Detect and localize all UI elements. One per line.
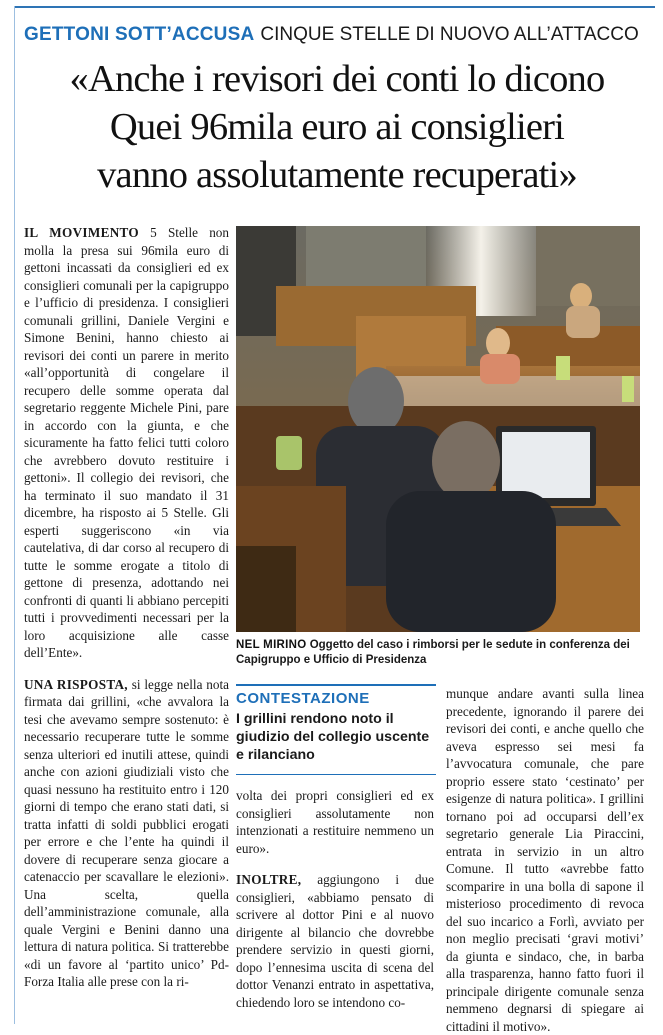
- paragraph-3: [236, 787, 434, 857]
- paragraph-2-text: si legge nella nota firmata dai grillini, «che avvalora la tesi che avevamo sempre sostenuto: è necessario recuperare tutte le somme senza ulteriori ed inutili attese, quindi anche con azioni giudiziali visto che quasi nessuno ha restituito entro i 120 giorni di tempo che erano stati dati, si tratta infatti di soldi pubblici erogati per errore e che l’ente ha quindi il dovere di recuperare senza giocare a catenaccio per scavallare le elezioni». Una scelta, quella dell’amministrazione comunale, alla quale Vergini e Benini danno una lettura di natura politica. Si tratterebbe «di un favore al ‘partito unico’ Pd-Forza Italia alle prese con la ri-: [24, 676, 229, 989]
- kicker-rest: CINQUE STELLE DI NUOVO ALL’ATTACCO: [260, 24, 639, 45]
- paragraph-5: [446, 685, 644, 1035]
- paragraph-4-text: aggiungono i due consiglieri, «abbiamo pensato di scrivere al dottor Pini e al nuovo dirigente al bilancio che dovrebbe prendere servizio in questi giorni, dopo l’ennesima uscita di scena del dottor Venanzi entrato in aspettativa, chiedendo loro se intendono co-: [236, 872, 434, 1010]
- article-column-2: [236, 787, 434, 1011]
- headline: [22, 55, 652, 199]
- headline-line-3: vanno assolutamente recuperati»: [97, 154, 577, 196]
- paragraph-5-text: munque andare avanti sulla linea precedente, ignorando il parere dei revisori dei conti, e anche quello che aveva espresso sei mesi fa l’avvocatura comunale, che pare proprio essere stato ‘cestinato’ per esigenze di natura politica». I grillini tornano poi ad occuparsi dell’ex segretario generale Lia Piraccini, entrata in servizio in un altro Comune. Il tutto «avrebbe fatto scomparire in una bolla di sapone il misterioso procedimento di revoca del suo incarico a Forlì, avviato per non meglio precisati ‘gravi motivi’ da giunta e sindaco, che, in barba alla trasparenza, hanno fatto fuori il principale dirigente comunale senza nemmeno degnarsi di spiegare ai cittadini il motivo».: [446, 686, 644, 1034]
- article-column-3: [446, 685, 644, 1035]
- paragraph-1-text: 5 Stelle non molla la presa sui 96mila euro di gettoni incassati da consiglieri ed ex consiglieri comunali per la capigruppo e l’ufficio di presidenza. I consiglieri comunali grillini, Daniele Vergini e Simone Benini, hanno chiesto ai revisori dei conti un parere in merito «all’opportunità di congelare il recupero delle somme operata dal segretario reggente Michele Pini, pare in accordo con la giunta, e che sicuramente ha fatto felici tutti coloro che avrebbero dovuto restituire i gettoni». Il collegio dei revisori, che ha terminato il suo mandato il 31 dicembre, ha risposto ai 5 Stelle. Gli esperti suggeriscono «in via cautelativa, di dar corso al recupero di tutte le somme erogate a titolo di gettone di presenza, adottando nei confronti di quanti li abbiano percepiti tutti i provvedimenti necessari per la loro acquisizione alle casse dell’Ente».: [24, 225, 229, 660]
- paragraph-2: [24, 676, 229, 991]
- sidebar-deck: I grillini rendono noto il giudizio del collegio uscente e rilanciano: [236, 711, 430, 763]
- page-top-rule: [14, 6, 655, 8]
- caption-label: NEL MIRINO: [236, 639, 307, 651]
- article-column-1: [24, 224, 229, 991]
- paragraph-2-lead: UNA RISPOSTA,: [24, 676, 128, 692]
- page-left-rule: [14, 6, 15, 1024]
- headline-line-1: «Anche i revisori dei conti lo dicono: [69, 58, 605, 100]
- paragraph-3-text: volta dei propri consiglieri ed ex consiglieri assolutamente non intenzionati a restituire nemmeno un euro».: [236, 788, 434, 856]
- sidebar-top-rule: [236, 684, 436, 686]
- paragraph-1-lead: IL MOVIMENTO: [24, 225, 139, 240]
- photo-caption: [236, 638, 656, 668]
- kicker-lead: GETTONI SOTT’ACCUSA: [24, 24, 255, 45]
- headline-line-2: Quei 96mila euro ai consiglieri: [109, 106, 565, 148]
- council-chamber-photo: [236, 226, 640, 632]
- sidebar-bottom-rule: [236, 774, 436, 775]
- sidebar-tag: CONTESTAZIONE: [236, 690, 370, 707]
- paragraph-4: [236, 871, 434, 1011]
- caption-text: Oggetto del caso i rimborsi per le sedute in conferenza dei Capigruppo e Ufficio di Presidenza: [236, 639, 630, 666]
- paragraph-1: [24, 224, 229, 662]
- kicker: [24, 22, 654, 48]
- sidebar-box: [236, 684, 436, 775]
- paragraph-4-lead: INOLTRE,: [236, 872, 302, 887]
